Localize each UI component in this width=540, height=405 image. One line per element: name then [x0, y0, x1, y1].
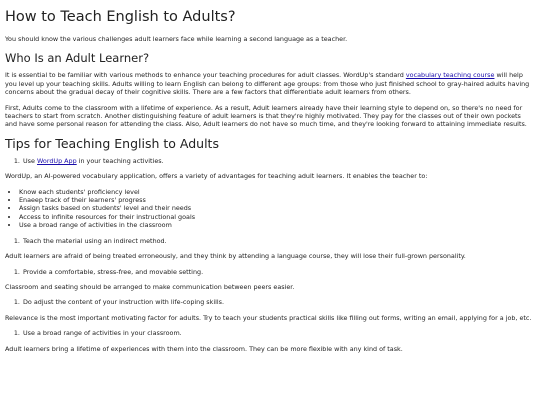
- tip-2-paragraph: Adult learners are afraid of being treated erroneously, and they think by attending a language course, they will lose their full-grown personality.: [5, 252, 466, 261]
- intro-paragraph: You should know the various challenges adult learners face while learning a second language as a teacher.: [5, 35, 348, 43]
- tip-3-paragraph: Classroom and seating should be arranged to make communication between peers easier.: [5, 282, 295, 291]
- tip-4-paragraph: Relevance is the most important motivating factor for adults. Try to teach your students practical skills like filling out forms, writing an email, applying for a job, etc.: [5, 313, 532, 322]
- tip-1-paragraph: WordUp, an AI-powered vocabulary application, offers a variety of advantages for teaching adult learners. It enables the teacher to:: [5, 172, 428, 181]
- section-heading-tips: Tips for Teaching English to Adults: [5, 135, 219, 151]
- tip-list-1: [5, 157, 532, 165]
- tip-item-5: 1. Use a broad range of activities in your classroom.: [22, 329, 532, 337]
- tip-list-2: [5, 237, 532, 245]
- tip-5-paragraph: Adult learners bring a lifetime of experiences with them into the classroom. They can be more flexible with any kind of task.: [5, 344, 403, 353]
- paragraph-methods-text-1: It is essential to be familiar with various methods to enhance your teaching procedures for adult classes. WordUp's standard: [5, 71, 406, 80]
- paragraph-experience: First, Adults come to the classroom with a lifetime of experience. As a result, Adult learners already have their learning style to depend on, so there's no need for teachers to start from scratch. Another distinguishing feature of adult learners is that they're highly motivated. They pay for the classes out of their own pockets and have some personal reason for attending the class. Also, Adult learners do not have so much time, and they're looking forward to attaining immediate results.: [5, 103, 527, 129]
- page-title: How to Teach English to Adults?: [5, 9, 236, 25]
- tip-item-1: [22, 157, 532, 165]
- list-item: • Know each students' proficiency level: [19, 188, 532, 196]
- list-item: • Assign tasks based on students' level and their needs: [19, 204, 532, 212]
- tip-1-text-1: Use: [23, 156, 37, 165]
- paragraph-methods-text-2: will help you level up your teaching skills. Adults willing to learn English can belong to different age groups: from those who just finished school to gray-haired adults having concerns about the gradual decay of their cognitive skills. There are a few factors that differentiate adult learners from others.: [5, 71, 530, 97]
- tip-list-4: [5, 298, 532, 306]
- list-item: • Enaeep track of their learners' progress: [19, 196, 532, 204]
- paragraph-methods: [5, 71, 532, 96]
- wordup-benefits-list: [5, 188, 532, 230]
- list-item: • Access to infinite resources for their instructional goals: [19, 213, 532, 221]
- section-heading-adult-learner: Who Is an Adult Learner?: [5, 51, 150, 66]
- tip-item-4: 1. Do adjust the content of your instruction with life-coping skills.: [22, 298, 532, 306]
- tip-item-3: 1. Provide a comfortable, stress-free, and movable setting.: [22, 268, 532, 276]
- tip-1-text-2: in your teaching activities.: [76, 156, 164, 165]
- tip-list-3: [5, 268, 532, 276]
- wordup-app-link[interactable]: WordUp App: [36, 156, 77, 165]
- vocabulary-course-link[interactable]: vocabulary teaching course: [405, 71, 495, 80]
- tip-item-2: 1. Teach the material using an indirect method.: [22, 237, 532, 245]
- tip-list-5: [5, 329, 532, 337]
- list-item: • Use a broad range of activities in the classroom: [19, 221, 532, 229]
